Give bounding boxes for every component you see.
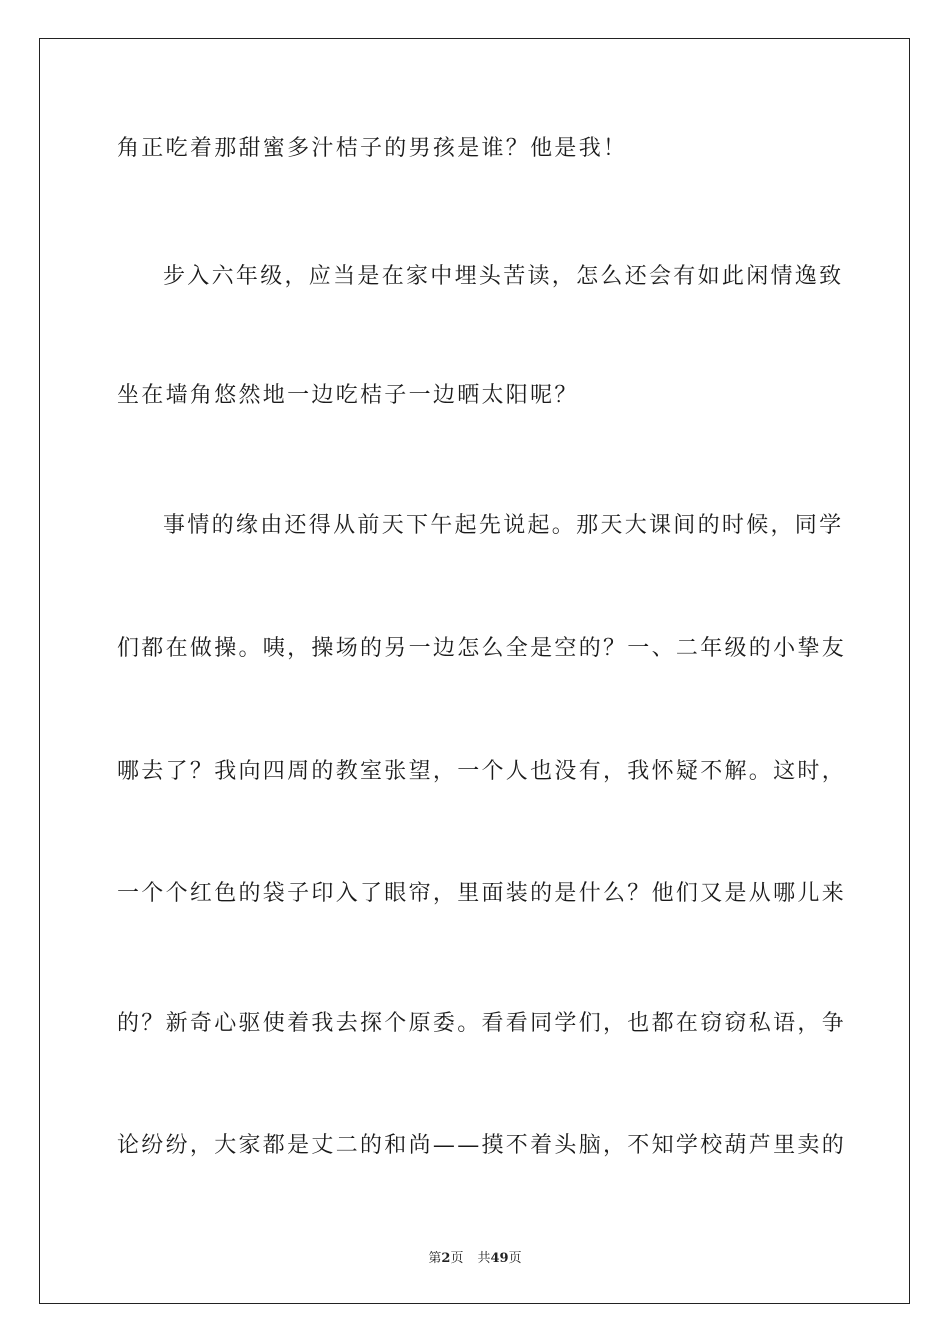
text-line: 角正吃着那甜蜜多汁桔子的男孩是谁？他是我！ [117,136,628,161]
page-footer [0,1247,950,1266]
text-line: 哪去了？我向四周的教室张望，一个人也没有，我怀疑不解。这时， [117,759,847,784]
total-suffix: 页 [508,1251,522,1266]
paragraph-start-line: 步入六年级，应当是在家中埋头苦读，怎么还会有如此闲情逸致 [163,264,844,289]
page-prefix: 第 [428,1251,442,1266]
page-border [39,38,910,1304]
total-pages: 49 [490,1251,509,1266]
text-line: 论纷纷，大家都是丈二的和尚——摸不着头脑，不知学校葫芦里卖的 [117,1133,847,1158]
page-number: 2 [441,1251,451,1266]
text-line: 一个个红色的袋子印入了眼帘，里面装的是什么？他们又是从哪儿来 [117,881,847,906]
text-line: 坐在墙角悠然地一边吃桔子一边晒太阳呢？ [117,383,579,408]
page-suffix: 页 [450,1251,464,1266]
paragraph-start-line: 事情的缘由还得从前天下午起先说起。那天大课间的时候，同学 [163,513,844,538]
text-line: 们都在做操。咦，操场的另一边怎么全是空的？一、二年级的小挚友 [117,636,847,661]
total-prefix: 共 [477,1251,491,1266]
text-line: 的？新奇心驱使着我去探个原委。看看同学们，也都在窃窃私语，争 [117,1011,847,1036]
